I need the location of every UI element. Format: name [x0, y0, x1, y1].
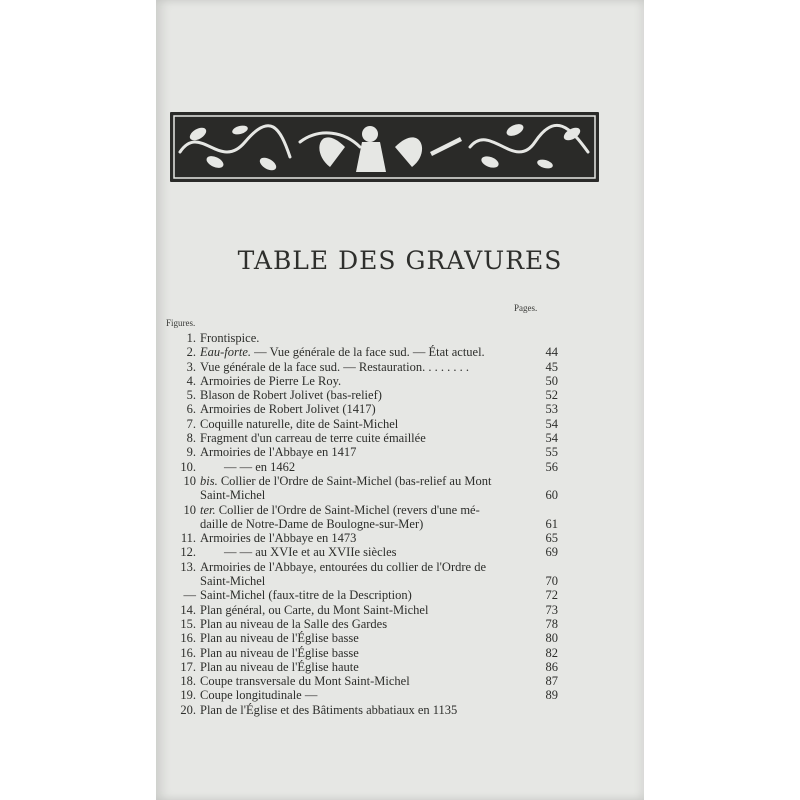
entry-text-continuation: daille de Notre-Dame de Boulogne-sur-Mer) — [200, 516, 424, 531]
page-title: TABLE DES GRAVURES — [237, 246, 563, 275]
entry-number: — — [183, 588, 196, 603]
entry-page: 82 — [545, 645, 558, 660]
entry-page: 44 — [545, 345, 558, 360]
entry-number — [166, 474, 200, 488]
list-item — [166, 688, 558, 702]
list-item — [166, 674, 558, 688]
entry-number: 2. — [186, 345, 196, 360]
entry-number: 11. — [180, 531, 196, 546]
list-item — [166, 503, 558, 517]
entry-text: Saint-Michel (faux-titre de la Description) — [200, 588, 412, 603]
entry-page: 55 — [545, 445, 558, 460]
entry-page: 89 — [545, 688, 558, 703]
list-item — [166, 560, 558, 574]
figures-column-header: Figures. — [166, 318, 196, 328]
entry-text: Blason de Robert Jolivet (bas-relief) — [200, 388, 382, 403]
list-item-continuation — [166, 574, 558, 588]
entry-page: 56 — [545, 459, 558, 474]
entry-number: 20. — [180, 702, 196, 717]
entry-page: 50 — [545, 373, 558, 388]
entry-text — [200, 345, 530, 359]
list-item — [166, 703, 558, 717]
entry-number: 7. — [186, 416, 196, 431]
entry-text-rest: Collier de l'Ordre de Saint-Michel (revers d'une mé- — [215, 502, 480, 517]
list-item — [166, 388, 558, 402]
entry-text: — — en 1462 — [224, 459, 296, 474]
entry-number — [166, 503, 200, 517]
entry-text-continuation: Saint-Michel — [200, 488, 266, 503]
entry-number: 4. — [186, 373, 196, 388]
list-item — [166, 617, 558, 631]
list-item — [166, 445, 558, 459]
entry-number: 5. — [186, 388, 196, 403]
entry-number: 1. — [186, 331, 196, 345]
entry-text-continuation: Saint-Michel — [200, 574, 266, 589]
list-item — [166, 417, 558, 431]
entry-number: 10. — [180, 459, 196, 474]
list-item — [166, 631, 558, 645]
entry-text: Coupe longitudinale — — [200, 688, 318, 703]
list-item — [166, 374, 558, 388]
list-item-continuation — [166, 488, 558, 502]
entry-number: 8. — [186, 431, 196, 446]
entry-page: 87 — [545, 674, 558, 689]
list-item-continuation — [166, 517, 558, 531]
entry-page: 65 — [545, 531, 558, 546]
entry-text: Armoiries de Robert Jolivet (1417) — [200, 402, 376, 417]
entry-text: Plan au niveau de l'Église basse — [200, 645, 359, 660]
list-item — [166, 331, 558, 345]
entry-text: Plan au niveau de l'Église basse — [200, 631, 359, 646]
book-page — [156, 0, 644, 800]
entry-number: 15. — [180, 616, 196, 631]
entry-page: 45 — [545, 359, 558, 374]
entry-number: 17. — [180, 659, 196, 674]
list-item — [166, 460, 558, 474]
list-item — [166, 545, 558, 559]
entry-text: Plan général, ou Carte, du Mont Saint-Michel — [200, 602, 429, 617]
list-item — [166, 603, 558, 617]
entry-page: 73 — [545, 602, 558, 617]
entry-number: 9. — [186, 445, 196, 460]
entry-text: Fragment d'un carreau de terre cuite émaillée — [200, 431, 426, 446]
list-item — [166, 588, 558, 602]
entry-text: Armoiries de Pierre Le Roy. — [200, 373, 342, 388]
entry-page: 61 — [545, 516, 558, 531]
entry-text: Plan de l'Église et des Bâtiments abbatiaux en 1135 — [200, 702, 458, 717]
entry-number: 13. — [180, 559, 196, 574]
entry-text: Armoiries de l'Abbaye en 1473 — [200, 531, 357, 546]
entry-page: 53 — [545, 402, 558, 417]
entry-text: — — au XVIe et au XVIIe siècles — [224, 545, 397, 560]
list-item — [166, 660, 558, 674]
entry-label: ter. — [200, 502, 216, 517]
entry-page: 54 — [545, 431, 558, 446]
entry-page: 54 — [545, 416, 558, 431]
table-of-engravings — [166, 331, 558, 717]
entry-text: Coupe transversale du Mont Saint-Michel — [200, 674, 410, 689]
entry-number: 18. — [180, 674, 196, 689]
list-item — [166, 431, 558, 445]
list-item — [166, 531, 558, 545]
entry-number: 12. — [180, 545, 196, 560]
entry-page: 52 — [545, 388, 558, 403]
entry-text: Vue générale de la face sud. — Restauration. . . . . . . . — [200, 359, 469, 374]
entry-number: 14. — [180, 602, 196, 617]
entry-number: 16. — [180, 631, 196, 646]
entry-number-value: 10 — [183, 473, 196, 488]
engraved-headpiece-icon — [170, 112, 599, 182]
list-item — [166, 360, 558, 374]
list-item — [166, 402, 558, 416]
entry-text: Plan au niveau de la Salle des Gardes — [200, 616, 388, 631]
entry-text: Armoiries de l'Abbaye, entourées du collier de l'Ordre de — [200, 559, 486, 574]
entry-number: 6. — [186, 402, 196, 417]
entry-number: 16. — [180, 645, 196, 660]
entry-page: 86 — [545, 659, 558, 674]
entry-text: Coquille naturelle, dite de Saint-Michel — [200, 416, 399, 431]
entry-text: Armoiries de l'Abbaye en 1417 — [200, 445, 357, 460]
entry-number-value: 10 — [183, 502, 196, 517]
entry-page: 78 — [545, 616, 558, 631]
pages-column-header: Pages. — [514, 303, 538, 313]
entry-text-rest: — Vue générale de la face sud. — État actuel. — [251, 345, 485, 360]
entry-number: 19. — [180, 688, 196, 703]
entry-text: Plan au niveau de l'Église haute — [200, 659, 359, 674]
entry-page: 72 — [545, 588, 558, 603]
entry-page: 80 — [545, 631, 558, 646]
list-item — [166, 345, 558, 359]
list-item — [166, 646, 558, 660]
entry-label: Eau-forte. — [200, 345, 252, 360]
entry-text-rest: Collier de l'Ordre de Saint-Michel (bas-relief au Mont — [217, 473, 492, 488]
entry-page: 60 — [545, 488, 558, 503]
entry-page: 70 — [545, 574, 558, 589]
entry-page: 69 — [545, 545, 558, 560]
entry-text — [200, 474, 530, 488]
entry-number: 3. — [186, 359, 196, 374]
entry-label: bis. — [200, 473, 218, 488]
list-item — [166, 474, 558, 488]
entry-text — [200, 503, 530, 517]
entry-text: Frontispice. — [200, 331, 260, 345]
